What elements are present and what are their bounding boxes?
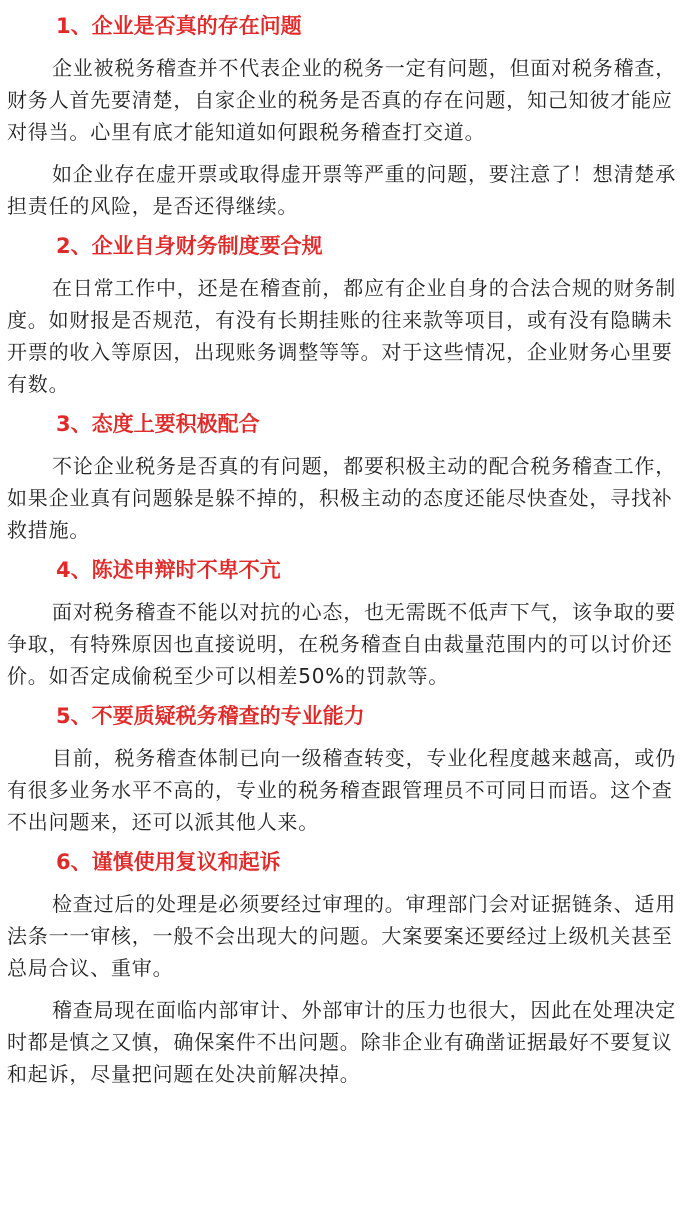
paragraph: 企业被税务稽查并不代表企业的税务一定有问题，但面对税务稽查，财务人首先要清楚，自家企业的税务是否真的存在问题，知己知彼才能应对得当。心里有底才能知道如何跟税务稽查打交道。 — [7, 56, 676, 144]
section-heading: 1、企业是否真的存在问题 — [56, 14, 302, 38]
section-heading: 5、不要质疑税务稽查的专业能力 — [56, 704, 365, 728]
section-4 — [7, 556, 682, 692]
section-5 — [7, 702, 682, 838]
section-2 — [7, 232, 682, 400]
paragraph: 目前，税务稽查体制已向一级稽查转变，专业化程度越来越高，或仍有很多业务水平不高的，专业的税务稽查跟管理员不可同日而语。这个查不出问题来，还可以派其他人来。 — [7, 746, 676, 834]
paragraph: 检查过后的处理是必须要经过审理的。审理部门会对证据链条、适用法条一一审核，一般不会出现大的问题。大案要案还要经过上级机关甚至总局合议、重审。 — [7, 892, 676, 980]
section-3 — [7, 410, 682, 546]
section-heading: 2、企业自身财务制度要合规 — [56, 234, 323, 258]
paragraph: 如企业存在虚开票或取得虚开票等严重的问题，要注意了！想清楚承担责任的风险，是否还得继续。 — [7, 162, 676, 218]
paragraph: 在日常工作中，还是在稽查前，都应有企业自身的合法合规的财务制度。如财报是否规范，有没有长期挂账的往来款等项目，或有没有隐瞒未开票的收入等原因，出现账务调整等等。对于这些情况，企业财务心里要有数。 — [7, 276, 676, 396]
paragraph: 不论企业税务是否真的有问题，都要积极主动的配合税务稽查工作，如果企业真有问题躲是躲不掉的，积极主动的态度还能尽快查处，寻找补救措施。 — [7, 454, 676, 542]
paragraph: 稽查局现在面临内部审计、外部审计的压力也很大，因此在处理决定时都是慎之又慎，确保案件不出问题。除非企业有确凿证据最好不要复议和起诉，尽量把问题在处决前解决掉。 — [7, 998, 676, 1086]
paragraph: 面对税务稽查不能以对抗的心态，也无需既不低声下气，该争取的要争取，有特殊原因也直接说明，在税务稽查自由裁量范围内的可以讨价还价。如否定成偷税至少可以相差50%的罚款等。 — [7, 600, 676, 688]
section-heading: 4、陈述申辩时不卑不亢 — [56, 558, 281, 582]
section-1 — [7, 12, 682, 222]
section-heading: 3、态度上要积极配合 — [56, 412, 260, 436]
section-6 — [7, 848, 682, 1090]
section-heading: 6、谨慎使用复议和起诉 — [56, 850, 281, 874]
